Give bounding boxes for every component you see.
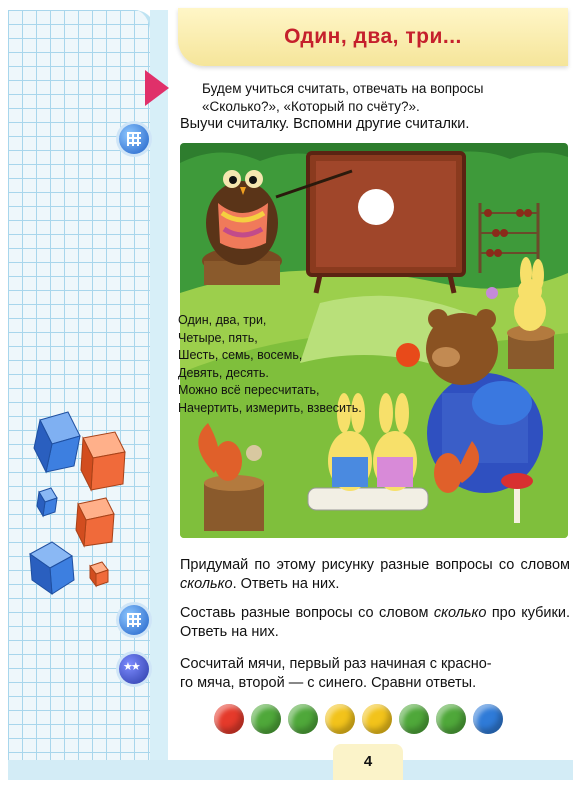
cube-large-blue-top — [34, 412, 80, 472]
task-3 — [180, 655, 570, 693]
cube-medium-orange — [76, 498, 114, 546]
cube-large-orange — [81, 432, 125, 490]
counting-rhyme — [178, 312, 418, 417]
ball — [214, 704, 244, 734]
ball — [399, 704, 429, 734]
intro-line-1: Будем учиться считать, отвечать на вопросы — [202, 81, 484, 96]
page-number: 4 — [333, 744, 403, 780]
task-2-keyword: сколько — [433, 605, 487, 621]
intro-line-2: «Сколько?», «Который по счёту?». — [202, 99, 420, 114]
task-3-line-2: го мяча, второй — с синего. Сравни ответы. — [180, 675, 477, 691]
rhyme-line: Один, два, три, — [178, 313, 267, 327]
task-3-line-1: Сосчитай мячи, первый раз начиная с красно- — [180, 656, 492, 672]
ball — [362, 704, 392, 734]
task-2-text-end: про кубики. Ответь на них. — [180, 605, 570, 640]
balls-row — [214, 704, 503, 734]
ball — [436, 704, 466, 734]
rhyme-line: Начертить, измерить, взвесить. — [178, 400, 362, 415]
task-1-keyword: сколько — [180, 576, 233, 592]
ball — [251, 704, 281, 734]
pointer-arrow — [145, 70, 169, 106]
page-title: Один, два, три... — [284, 25, 462, 48]
margin-strip — [150, 10, 168, 775]
task-1-text-end: . Ответь на них. — [232, 576, 340, 592]
rhyme-line: Девять, десять. — [178, 365, 269, 380]
learn-instruction: Выучи считалку. Вспомни другие считалки. — [180, 116, 470, 132]
ball — [325, 704, 355, 734]
rhyme-line: Можно всё пересчитать, — [178, 383, 320, 397]
grid-icon — [119, 605, 149, 635]
task-2-text-start: Составь разные вопросы со словом — [180, 605, 434, 621]
white-circle — [358, 189, 394, 225]
cubes-illustration — [20, 400, 150, 600]
title-banner — [178, 8, 568, 66]
rhyme-line: Шесть, семь, восемь, — [178, 348, 303, 362]
star-icon — [119, 654, 149, 684]
intro-text — [202, 80, 567, 116]
task-1-text-start: Придумай по этому рисунку разные вопросы со словом — [180, 557, 570, 573]
mushroom — [501, 473, 533, 489]
task-2 — [180, 604, 570, 642]
bottom-band — [8, 760, 573, 780]
cube-large-blue-bottom — [30, 542, 74, 594]
cube-small-orange — [90, 562, 108, 586]
ball — [473, 704, 503, 734]
ball — [288, 704, 318, 734]
grid-icon — [119, 124, 149, 154]
rhyme-line: Четыре, пять, — [178, 330, 258, 345]
cube-small-blue — [37, 488, 57, 516]
task-1 — [180, 556, 570, 594]
